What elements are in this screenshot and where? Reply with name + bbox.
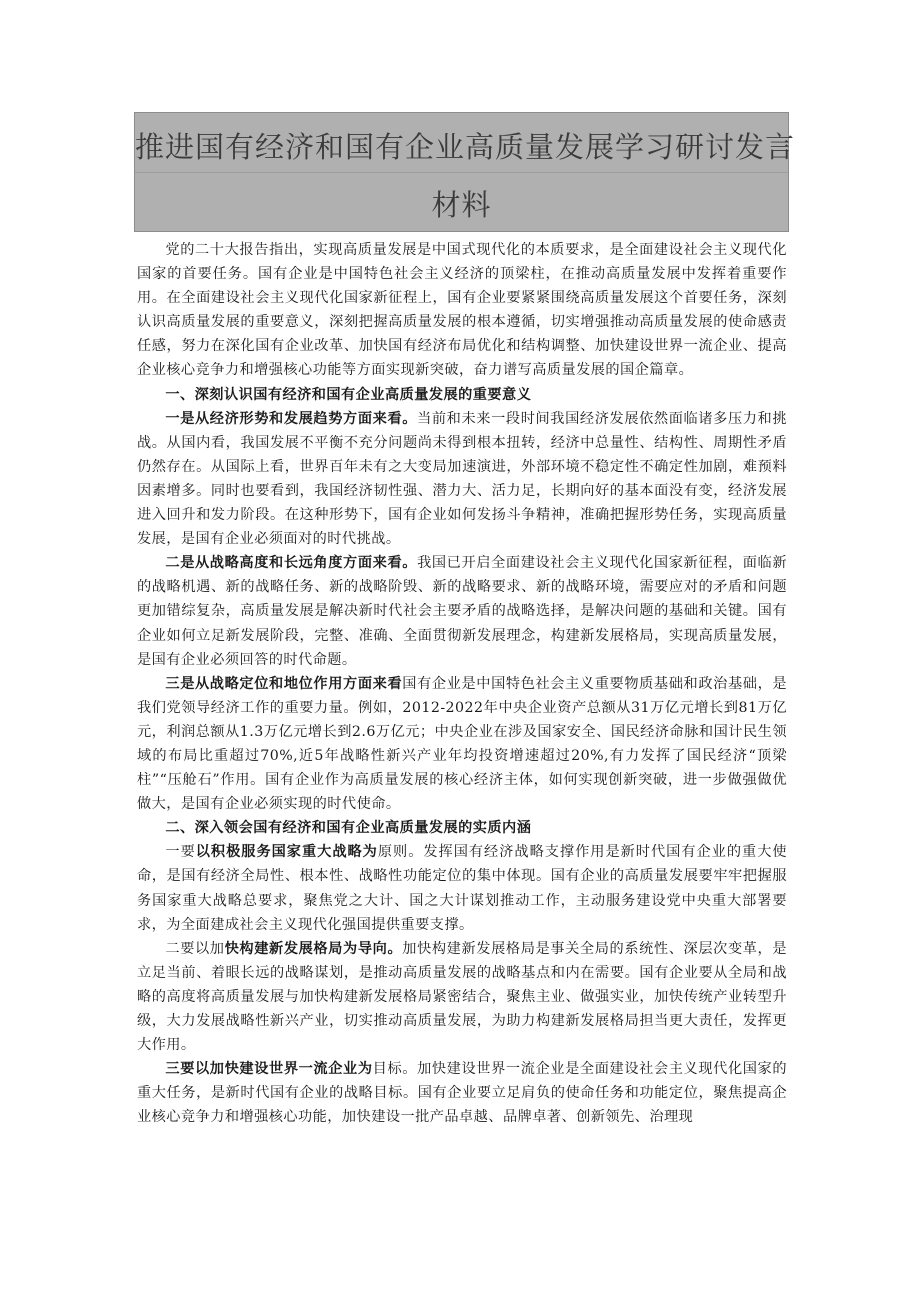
- paragraph-text: 国有企业是中国特色社会主义重要物质基础和政治基础，是我们党领导经济工作的重要力量。例如，2012-2022年中央企业资产总额从31万亿元增长到81万亿元，利润总额从1.3万亿元增长到2.6万亿元；中央企业在涉及国家安全、国民经济命脉和国计民生领域的布局比重超过70%,近5年战略性新兴产业年均投资增速超过20%,有力发挥了国民经济“顶梁柱”“压舱石”作用。国有企业作为高质量发展的核心经济主体，如何实现创新突破，进一步做强做优做大，是国有企业必须实现的时代使命。: [137, 675, 788, 813]
- paragraph-text: 当前和未来一段时间我国经济发展依然面临诸多压力和挑战。从国内看，我国发展不平衡不充分问题尚未得到根本扭转，经济中总量性、结构性、周期性矛盾仍然存在。从国际上看，世界百年未有之大变局加速演进，外部环境不稳定性不确定性加剧，难预料因素增多。同时也要看到，我国经济韧性强、潜力大、活力足，长期向好的基本面没有变，经济发展进入回升和发力阶段。在这种形势下，国有企业如何发扬斗争精神，准确把握形势任务，实现高质量发展，是国有企业必须面对的时代挑战。: [137, 410, 787, 548]
- section-1-paragraph-3: [137, 672, 787, 817]
- paragraph-lead: 三是从战略定位和地位作用方面来看: [165, 675, 403, 692]
- paragraph-text: 原则。发挥国有经济战略支撑作用是新时代国有企业的重大使命，是国有经济全局性、根本性、战略性功能定位的集中体现。国有企业的高质量发展要牢牢把握服务国家重大战略总要求，聚焦党之大计、国之大计谋划推动工作，主动服务建设党中央重大部署要求，为全面建成社会主义现代化强国提供重要支撑。: [137, 844, 788, 933]
- paragraph-lead: 以积极服务国家重大战略为: [195, 844, 378, 861]
- section-2-paragraph-1: [137, 840, 787, 936]
- paragraph-lead: 二是从战略高度和长远角度方面来看。: [165, 555, 418, 572]
- paragraph-lead: 一是从经济形势和发展趋势方面来看。: [165, 410, 418, 427]
- section-2-paragraph-2: [137, 937, 787, 1057]
- section-1-paragraph-1: [137, 407, 787, 552]
- document-body: [137, 238, 787, 1129]
- section-2-heading: 二、深入领会国有经济和国有企业高质量发展的实质内涵: [165, 820, 532, 837]
- document-title-line-2: 材料: [431, 188, 492, 222]
- paragraph-text: 加快构建新发展格局是事关全局的系统性、深层次变革，是立足当前、着眼长远的战略谋划，是推动高质量发展的战略基点和内在需要。国有企业要从全局和战略的高度将高质量发展与加快构建新发展格局紧密结合，聚焦主业、做强实业，加快传统产业转型升级，大力发展战略性新兴产业，切实推动高质量发展，为助力构建新发展格局担当更大责任，发挥更大作用。: [137, 940, 787, 1054]
- paragraph-prefix: 二要以加: [165, 940, 225, 957]
- section-1-paragraph-2: [137, 551, 787, 671]
- section-2-paragraph-3: [137, 1057, 787, 1129]
- paragraph-text: 我国已开启全面建设社会主义现代化国家新征程，面临新的战略机遇、新的战略任务、新的战略阶毁、新的战略要求、新的战略环境，需要应对的矛盾和问题更加错综复杂，高质量发展是解决新时代社会主要矛盾的战略选择，是解决问题的基础和关键。国有企业如何立足新发展阶段，完整、准确、全面贯彻新发展理念，构建新发展格局，实现高质量发展，是国有企业必须回答的时代命题。: [137, 555, 787, 668]
- intro-paragraph: 党的二十大报告指出，实现高质量发展是中国式现代化的本质要求，是全面建设社会主义现代化国家的首要任务。国有企业是中国特色社会主义经济的顶梁柱，在推动高质量发展中发挥着重要作用。在全面建设社会主义现代化国家新征程上，国有企业要紧紧围绕高质量发展这个首要任务，深刻认识高质量发展的重要意义，深刻把握高质量发展的根本遵循，切实增强推动高质量发展的使命感责任感，努力在深化国有企业改革、加快国有经济布局优化和结构调整、加快建设世界一流企业、提高企业核心竞争力和增强核心功能等方面实现新突破，奋力谱写高质量发展的国企篇章。: [137, 242, 787, 379]
- title-divider: [135, 172, 788, 173]
- document-title-line-1: 推进国有经济和国有企业高质量发展学习研讨发言: [135, 130, 796, 164]
- paragraph-lead: 快构建新发展格局为导向。: [224, 940, 403, 957]
- paragraph-lead: 三要以加快建设世界一流企业为: [165, 1061, 373, 1078]
- paragraph-text: 目标。加快建设世界一流企业是全面建设社会主义现代化国家的重大任务，是新时代国有企业的战略目标。国有企业要立足肩负的使命任务和功能定位，聚焦提高企业核心竞争力和增强核心功能，加快建设一批产品卓越、品牌卓著、创新领先、治理现: [137, 1061, 787, 1126]
- paragraph-prefix: 一要: [165, 844, 196, 861]
- section-1-heading: 一、深刻认识国有经济和国有企业高质量发展的重要意义: [165, 386, 532, 403]
- title-banner: [134, 112, 796, 232]
